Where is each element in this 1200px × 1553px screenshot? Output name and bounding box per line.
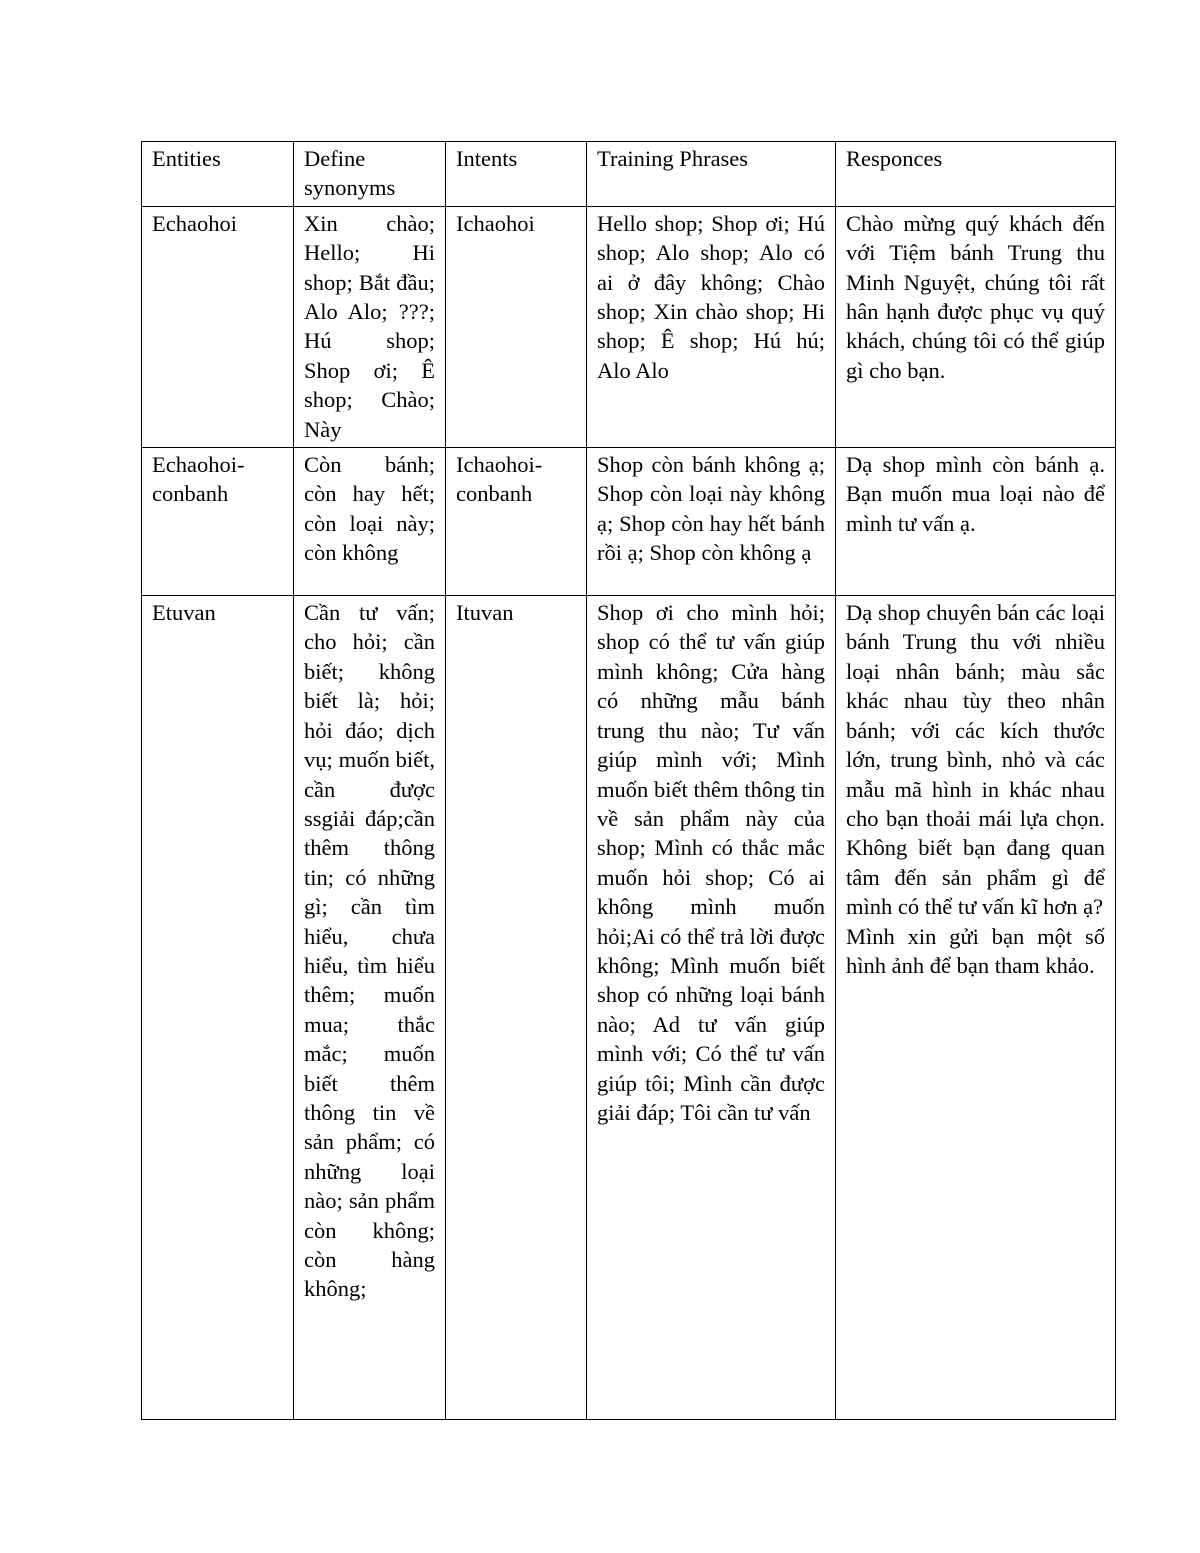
table-header-row	[142, 142, 1116, 207]
intent-cell: Ichaohoi-conbanh	[446, 448, 587, 596]
table-row	[142, 206, 1116, 447]
header-intents: Intents	[446, 142, 587, 207]
table-row	[142, 448, 1116, 596]
responses-cell	[836, 448, 1116, 596]
header-define-synonyms: Define synonyms	[294, 142, 446, 207]
responses-cell	[836, 206, 1116, 447]
intent-cell: Ichaohoi	[446, 206, 587, 447]
intent-cell: Ituvan	[446, 596, 587, 1420]
response-paragraph: Dạ shop mình còn bánh ạ. Bạn muốn mua loại nào để mình tư vấn ạ.	[846, 452, 1105, 536]
responses-cell	[836, 596, 1116, 1420]
header-responses: Responces	[836, 142, 1116, 207]
entity-cell: Echaohoi-conbanh	[142, 448, 294, 596]
table-row	[142, 596, 1116, 1420]
training-phrases-cell: Hello shop; Shop ơi; Hú shop; Alo shop; Alo có ai ở đây không; Chào shop; Xin chào shop; Hi shop; Ê shop; Hú hú; Alo Alo	[587, 206, 836, 447]
training-phrases-cell: Shop ơi cho mình hỏi; shop có thể tư vấn giúp mình không; Cửa hàng có những mẫu bánh trung thu nào; Tư vấn giúp mình với; Mình muốn biết thêm thông tin về sản phẩm này của shop; Mình có thắc mắc muốn hỏi shop; Có ai không mình muốn hỏi;Ai có thể trả lời được không; Mình muốn biết shop có những loại bánh nào; Ad tư vấn giúp mình với; Có thể tư vấn giúp tôi; Mình cần được giải đáp; Tôi cần tư vấn	[587, 596, 836, 1420]
synonyms-cell: Xin chào; Hello; Hi shop; Bắt đầu; Alo Alo; ???; Hú shop; Shop ơi; Ê shop; Chào; Này	[294, 206, 446, 447]
header-entities: Entities	[142, 142, 294, 207]
entity-cell: Echaohoi	[142, 206, 294, 447]
training-phrases-cell: Shop còn bánh không ạ; Shop còn loại này không ạ; Shop còn hay hết bánh rồi ạ; Shop còn không ạ	[587, 448, 836, 596]
response-paragraph: Chào mừng quý khách đến với Tiệm bánh Trung thu Minh Nguyệt, chúng tôi rất hân hạnh được phục vụ quý khách, chúng tôi có thể giúp gì cho bạn.	[846, 210, 1105, 383]
entity-cell: Etuvan	[142, 596, 294, 1420]
response-paragraph: Dạ shop chuyên bán các loại bánh Trung thu với nhiều loại nhân bánh; màu sắc khác nhau tùy theo nhân bánh; với các kích thước lớn, trung bình, nhỏ và các mẫu mã hình in khác nhau cho bạn thoải mái lựa chọn. Không biết bạn đang quan tâm đến sản phẩm gì để mình có thể tư vấn kĩ hơn ạ?	[846, 600, 1105, 920]
synonyms-cell: Cần tư vấn; cho hỏi; cần biết; không biết là; hỏi; hỏi đáo; dịch vụ; muốn biết, cần được ssgiải đáp;cần thêm thông tin; có những gì; cần tìm hiểu, chưa hiểu, tìm hiểu thêm; muốn mua; thắc mắc; muốn biết thêm thông tin về sản phẩm; có những loại nào; sản phẩm còn không; còn hàng không;	[294, 596, 446, 1420]
synonyms-cell: Còn bánh; còn hay hết; còn loại này; còn không	[294, 448, 446, 596]
header-training-phrases: Training Phrases	[587, 142, 836, 207]
chatbot-intents-table	[141, 141, 1116, 1420]
response-paragraph: Mình xin gửi bạn một số hình ảnh để bạn tham khảo.	[846, 923, 1105, 978]
